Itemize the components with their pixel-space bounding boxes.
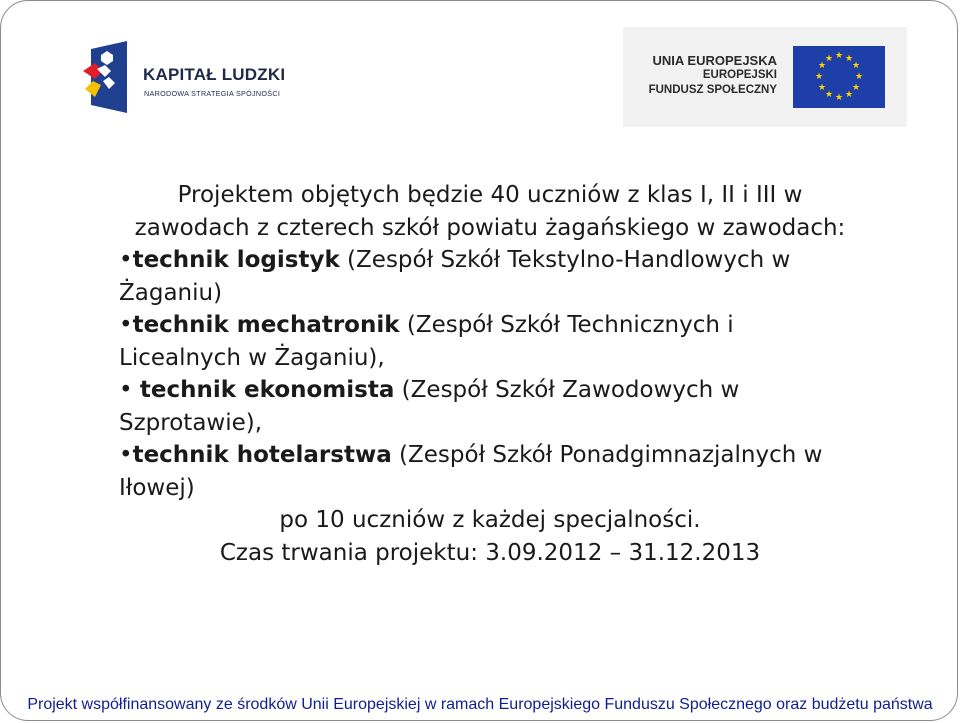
- bullet: •: [119, 312, 133, 338]
- svg-text:★: ★: [814, 72, 824, 82]
- svg-text:★: ★: [844, 90, 854, 100]
- slide-body: [119, 179, 861, 569]
- school-name: (Zespół Szkół Zawodowych w Szprotawie),: [119, 377, 740, 436]
- svg-text:★: ★: [844, 54, 854, 64]
- eu-logo: [623, 27, 907, 127]
- svg-text:★: ★: [851, 83, 861, 93]
- svg-text:★: ★: [817, 83, 827, 93]
- eu-logo-line1: UNIA EUROPEJSKA: [652, 53, 777, 68]
- profession-name: technik hotelarstwa: [132, 442, 392, 468]
- kapital-ludzki-subtitle: NARODOWA STRATEGIA SPÓJNOŚCI: [144, 89, 281, 98]
- profession-name: technik mechatronik: [132, 312, 400, 338]
- school-name: (Zespół Szkół Technicznych i Licealnych w Żaganiu),: [119, 312, 734, 371]
- profession-name: technik ekonomista: [139, 377, 395, 403]
- list-item-logistyk: [119, 244, 861, 309]
- kapital-ludzki-title: KAPITAŁ LUDZKI: [143, 65, 286, 84]
- svg-text:★: ★: [834, 93, 844, 103]
- kapital-ludzki-logo: [83, 41, 313, 117]
- list-item-ekonomista: [119, 374, 861, 439]
- eu-flag-icon: [793, 46, 885, 108]
- svg-text:★: ★: [824, 54, 834, 64]
- kapital-ludzki-emblem-icon: [83, 41, 129, 115]
- footer-text: Projekt współfinansowany ze środków Unii Europejskiej w ramach Europejskiego Funduszu Społecznego oraz budżetu państwa: [27, 696, 933, 713]
- school-name: (Zespół Szkół Ponadgimnazjalnych w Iłowej): [119, 442, 823, 501]
- bullet: •: [119, 442, 133, 468]
- svg-text:★: ★: [817, 61, 827, 71]
- per-specialty-text: po 10 uczniów z każdej specjalności.: [279, 507, 701, 533]
- svg-text:★: ★: [824, 90, 834, 100]
- eu-logo-text: [649, 53, 777, 98]
- bullet: •: [119, 377, 140, 403]
- profession-name: technik logistyk: [132, 247, 340, 273]
- svg-text:★: ★: [854, 72, 864, 82]
- intro-text: Projektem objętych będzie 40 uczniów z klas I, II i III w zawodach z czterech szkół powiatu żagańskiego w zawodach:: [134, 182, 846, 241]
- eu-logo-line3: FUNDUSZ SPOŁECZNY: [648, 84, 777, 96]
- eu-logo-line2: EUROPEJSKI: [702, 69, 777, 81]
- school-name: (Zespół Szkół Tekstylno-Handlowych w Żaganiu): [119, 247, 791, 306]
- svg-text:★: ★: [851, 61, 861, 71]
- svg-text:★: ★: [834, 51, 844, 61]
- list-item-hotelarstwa: [119, 439, 861, 504]
- bullet: •: [119, 247, 133, 273]
- list-item-mechatronik: [119, 309, 861, 374]
- duration-text: Czas trwania projektu: 3.09.2012 – 31.12.2013: [219, 539, 761, 566]
